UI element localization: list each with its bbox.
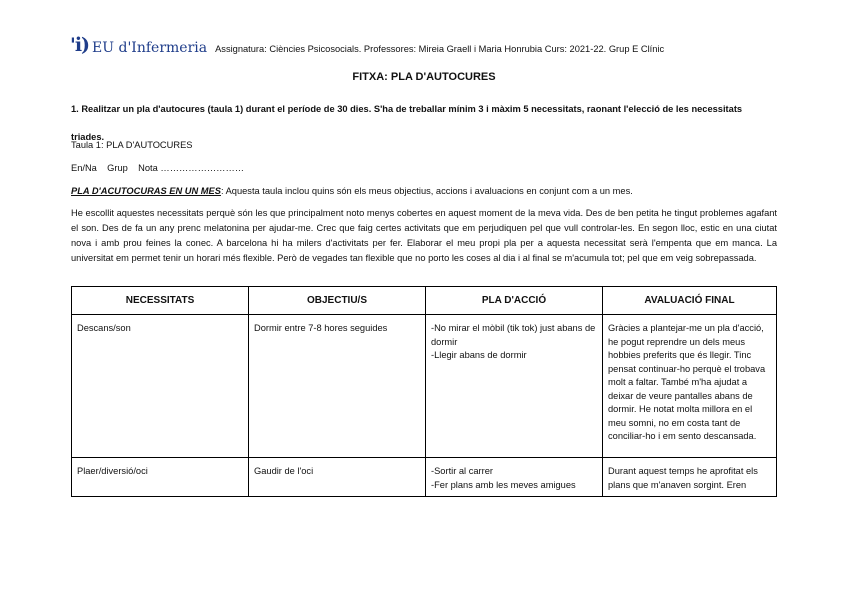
plan-heading: PLA D'ACUTOCURAS EN UN MES — [71, 186, 221, 196]
grade-line: En/Na Grup Nota ……………………… — [71, 163, 245, 173]
course-info: Assignatura: Ciències Psicosocials. Professores: Mireia Graell i Maria Honrubia Curs: 2021-22. Grup E Clínic — [215, 43, 665, 54]
justification-paragraph: He escollit aquestes necessitats perquè són les que principalment noto menys cobertes en aquest moment de la meva vida. Des de ben petita he tingut problemes agafant el son. Des de fa un any prenc melatonina per ajudar-me. Crec que faig certes activitats que em perjudiquen pel que vull controlar-les. En segon lloc, estic en una ciutat nova i amb prou feines la conec. A barcelona hi ha milers d'activitats per fer. Elaborar el meu propi pla per a aquesta necessitat serà l'empenta que em manca. La universitat em permet tenir un horari més flexible. Però de vegades tan flexible que no porto les coses al dia i al final se m'acumula tot; pel que em veig sobrepassada. — [71, 208, 777, 263]
pla-item: -No mirar el mòbil (tik tok) just abans de dormir — [431, 323, 596, 347]
col-header-necessitats: NECESSITATS — [72, 287, 249, 315]
logo-mark: 'i) — [70, 34, 90, 56]
cell-necessitat: Descans/son — [72, 315, 249, 458]
cell-pla — [426, 315, 603, 458]
cell-avaluacio: Durant aquest temps he aprofitat els plans que m'anaven sorgint. Eren — [603, 458, 777, 497]
self-care-plan-table — [71, 286, 777, 497]
col-header-pla-accio: PLA D'ACCIÓ — [426, 287, 603, 315]
logo-text: EU d'Infermeria — [92, 40, 208, 56]
pla-item: -Sortir al carrer — [431, 466, 493, 476]
col-header-avaluacio: AVALUACIÓ FINAL — [603, 287, 777, 315]
cell-pla — [426, 458, 603, 497]
pla-item: -Llegir abans de dormir — [431, 350, 527, 360]
cell-necessitat: Plaer/diversió/oci — [72, 458, 249, 497]
plan-intro: : Aquesta taula inclou quins són els meus objectius, accions i avaluacions en conjunt com a un mes. — [220, 186, 633, 196]
cell-avaluacio: Gràcies a plantejar-me un pla d'acció, he pogut reprendre un dels meus hobbies preferits que és llegir. Tinc pensat continuar-ho perquè el trobava molt a faltar. També m'ha ajudat a deixar de veure pantalles abans de dormir. He notat molta millora en el meu somni, no em costa tant de conciliar-ho i em sento descansada. — [603, 315, 777, 458]
table-row — [72, 315, 777, 458]
school-logo — [70, 36, 207, 55]
table-caption: Taula 1: PLA D'AUTOCURES — [71, 140, 193, 150]
pla-item: -Fer plans amb les meves amigues — [431, 479, 576, 490]
cell-objectiu: Gaudir de l'oci — [249, 458, 426, 497]
page-title: FITXA: PLA D'AUTOCURES — [352, 71, 496, 83]
col-header-objectius: OBJECTIU/S — [249, 287, 426, 315]
plan-intro-line — [71, 186, 633, 196]
table-row — [72, 458, 777, 497]
document-header — [70, 36, 664, 55]
instruction-text: 1. Realitzar un pla d'autocures (taula 1) durant el període de 30 dies. S'ha de treballar mínim 3 i màxim 5 necessitats, raonant l'elecció de les necessitats triades. — [71, 104, 743, 142]
cell-objectiu: Dormir entre 7-8 hores seguides — [249, 315, 426, 458]
table-header-row — [72, 287, 777, 315]
